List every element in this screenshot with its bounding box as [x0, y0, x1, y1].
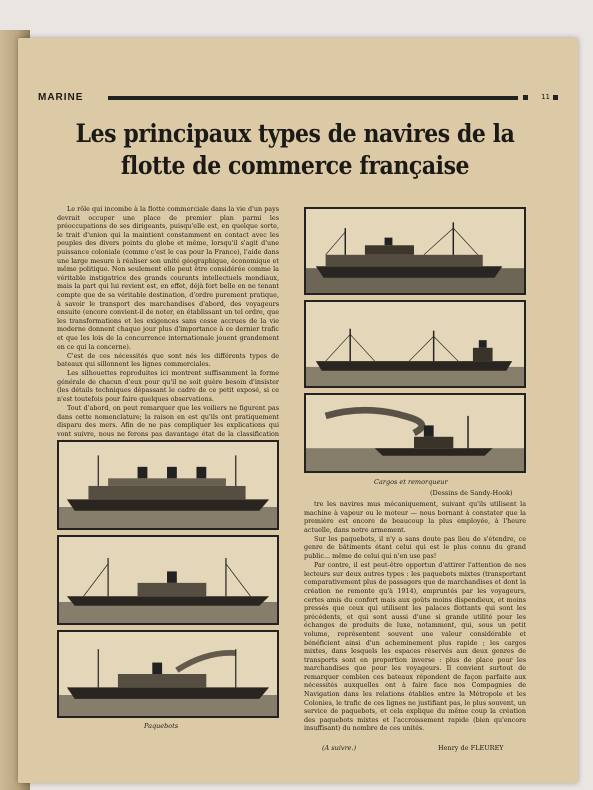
cargo-caption: Cargos et remorqueur: [374, 478, 448, 486]
to-follow-note: (A suivre.): [322, 744, 357, 752]
liner-illustration-2: [57, 535, 279, 625]
paragraph: Tout d'abord, on peut remarquer que les voiliers ne figurent pas dans cette nomenclature; la raison en est qu'ils ont pratiquement disparu des mers. Afin de ne pas compliquer les explications qui vont suivre, nous ne ferons pas davantage état de la classification: [57, 404, 279, 438]
page-number: 11: [541, 93, 550, 101]
paragraph: Sur les paquebots, il n'y a sans doute pas lieu de s'étendre, ce genre de bâtiments étant celui qui est le plus connu du grand public... même de celui qui n'en use pas!: [304, 534, 526, 561]
paragraph: Les silhouettes reproduites ici montrent suffisamment la forme générale de chacun d'eux pour qu'il ne soit guère besoin d'insister (les détails techniques dépassant le cadre de ce petit exposé, si ce n'est toutefois pour faire quelques observations.: [57, 369, 279, 404]
article-title: Les principaux types de navires de la flotte de commerce française: [75, 119, 515, 180]
author-signature: Henry de FLEUREY: [438, 744, 504, 752]
article-column-left: [57, 205, 279, 438]
section-label: MARINE: [38, 92, 84, 103]
page-header: [38, 92, 558, 104]
article-column-right: [304, 500, 526, 743]
header-square-icon: [523, 95, 528, 100]
paragraph: Par contre, il est peut-être opportun d'attirer l'attention de nos lecteurs sur deux autres types : les paquebots mixtes (transportant comparativement plus de passagers que de marchandises et dont la création ne remonte qu'à 1914), empruntés par les voyageurs, certes amis du confort mais aux goûts moins dispendieux, et moins pressés que ceux qui utilisent les palaces flottants qui sont les précédents, et qui sont aussi d'une si grande utilité pour les échanges de produits de luxe, notamment, qui, sous un petit volume, représentent souvent une valeur considérable et bénéficient ainsi d'un acheminement plus rapide ; les cargos mixtes, dans lesquels les espaces réservés aux deux genres de transports sont en proportion inverse : plus de place pour les marchandises que pour les voyageurs. Il convient surtout de remarquer combien ces bateaux répondent de façon parfaite aux nécessités auxquelles ont à faire face nos Compagnies de Navigation dans les relations établies entre la Métropole et les Colonies, le trafic de ces lignes ne justifiant pas, le plus souvent, un service de paquebots, et cela explique du même coup la création des paquebots mixtes et l'accroissement rapide (bien qu'encore insuffisant) du nombre de ces unités.: [304, 561, 526, 733]
cargo-illustration-2: [304, 300, 526, 388]
tugboat-illustration: [304, 393, 526, 473]
paquebots-caption: Paquebots: [144, 722, 179, 730]
illustration-credit: (Dessins de Sandy-Hook): [430, 489, 513, 497]
cargo-illustration-1: [304, 207, 526, 295]
paragraph: Le rôle qui incombe à la flotte commerciale dans la vie d'un pays devrait occuper une place de premier plan parmi les préoccupations de ses dirigeants, puisqu'elle est, en quelque sorte, le trait d'union qui la maintient constamment en contact avec les peuples des divers points du globe et même, lorsqu'il s'agit d'une puissance coloniale (comme c'est le cas pour la France), l'aide dans une large mesure à réaliser son unité géographique, économique et même politique. Non seulement elle peut être considérée comme la véritable instigatrice des grands courants intellectuels mondiaux, mais la part qui lui revient est, en effet, déjà fort belle en ne tenant compte que de sa véritable destination, d'ordre purement pratique, à savoir le transport des marchandises d'abord, des voyageurs ensuite (encore convient-il de noter, en établissant un tel ordre, que les transformations et les exigences sans cesse accrues de la vie moderne donnent chaque jour plus d'importance à ce dernier trafic et que les lois de la concurrence internationale jouent grandement en ce qui la concerne).: [57, 205, 279, 351]
paragraph: tre les navires mus mécaniquement, suivant qu'ils utilisent la machine à vapeur ou le moteur — nous bornant à constater que la première est encore de beaucoup la plus employée, à l'heure actuelle, dans notre armement.: [304, 500, 526, 534]
header-rule: [108, 96, 518, 100]
liner-illustration-3: [57, 630, 279, 718]
header-square-icon: [553, 95, 558, 100]
liner-illustration-1: [57, 440, 279, 530]
paragraph: C'est de ces nécessités que sont nés les différents types de bateaux qui sillonnent les lignes commerciales.: [57, 351, 279, 369]
